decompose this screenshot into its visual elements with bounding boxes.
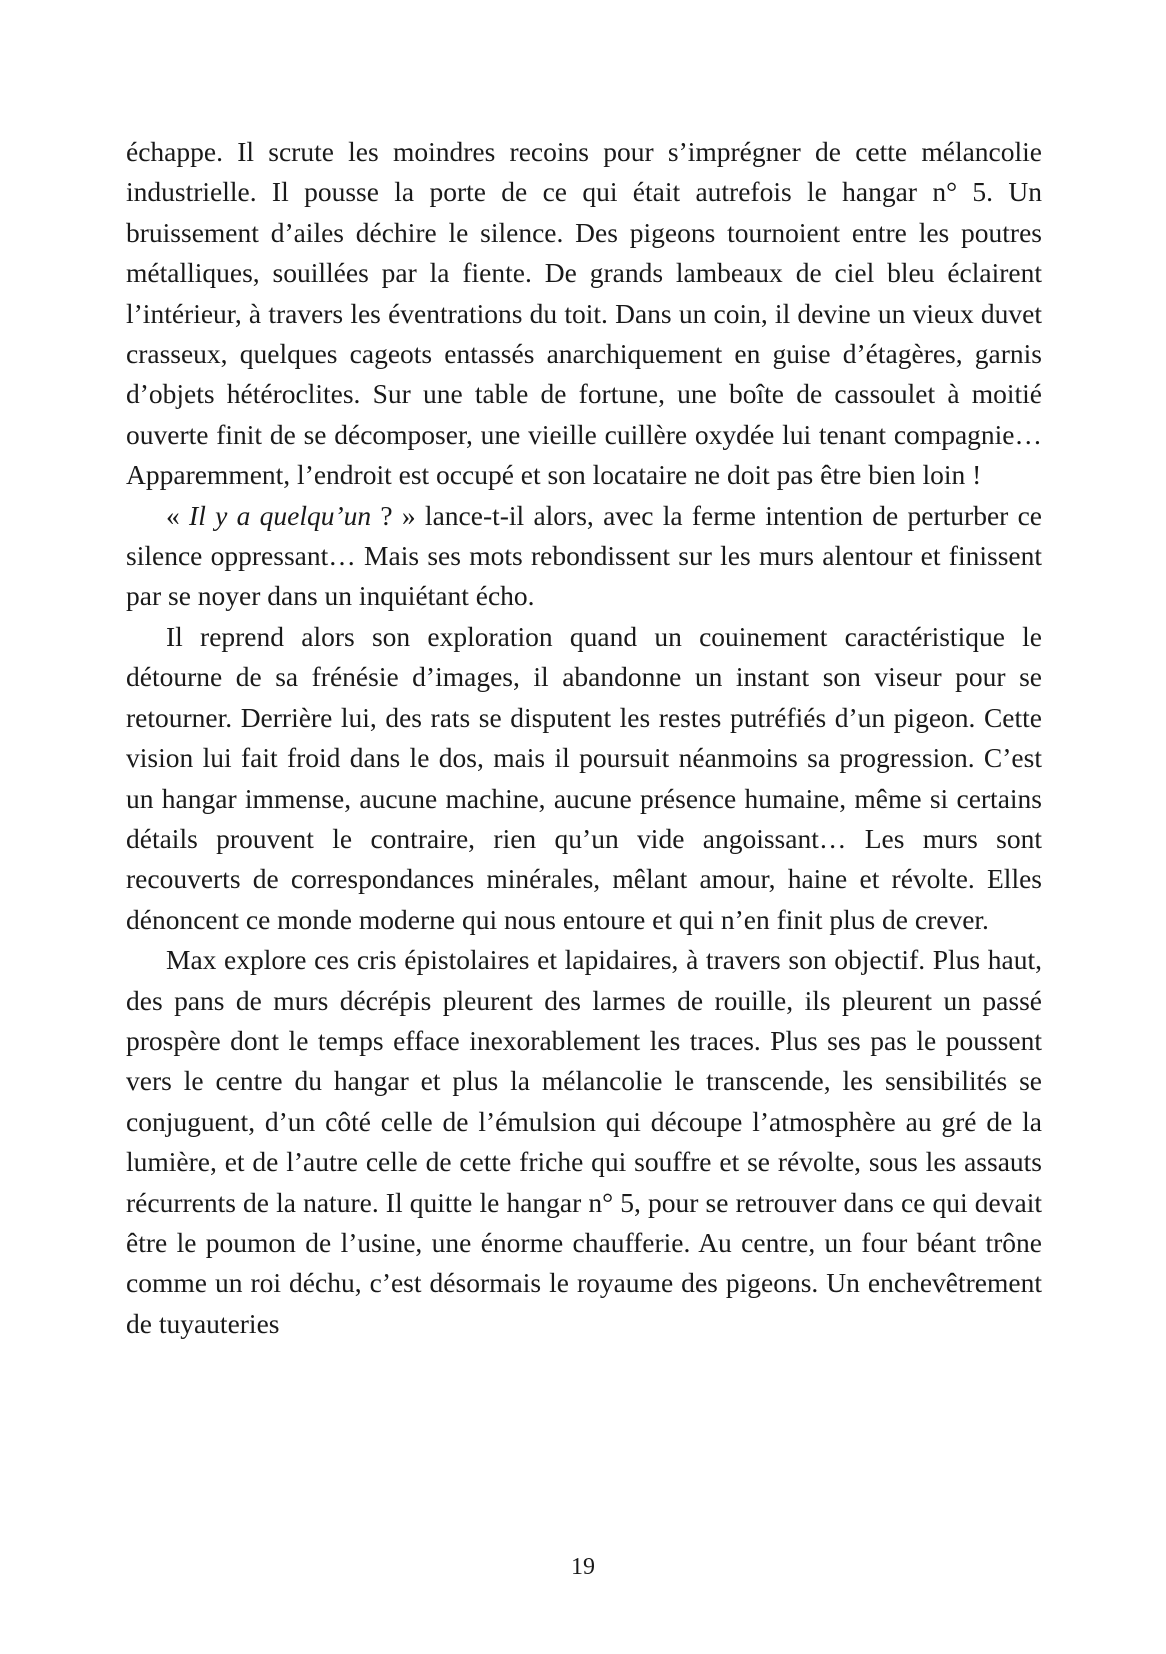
page-number: 19 [571, 1554, 595, 1580]
paragraph-continued: échappe. Il scrute les moindres recoins pour s’imprégner de cette mélancolie industrielle. Il pousse la porte de ce qui était autrefois le hangar n° 5. Un bruissement d’ailes déchire le silence. Des pigeons tournoient entre les poutres métalliques, souillées par la fiente. De grands lambeaux de ciel bleu éclairent l’intérieur, à travers les éventrations du toit. Dans un coin, il devine un vieux duvet crasseux, quelques cageots entassés anarchiquement en guise d’étagères, garnis d’objets hétéroclites. Sur une table de fortune, une boîte de cassoulet à moitié ouverte finit de se décomposer, une vieille cuillère oxydée lui tenant compagnie… Apparemment, l’endroit est occupé et son locataire ne doit pas être bien loin ! [126, 136, 1042, 491]
open-quote: « [166, 499, 190, 531]
paragraph-exploration: Il reprend alors son exploration quand un couinement caractéristique le détourne de sa frénésie d’images, il abandonne un instant son viseur pour se retourner. Derrière lui, des rats se disputent les restes putréfiés d’un pigeon. Cette vision lui fait froid dans le dos, mais il poursuit néanmoins sa progression. C’est un hangar immense, aucune machine, aucune présence humaine, même si certains détails prouvent le contraire, rien qu’un vide angoissant… Les murs sont recouverts de correspondances minérales, mêlant amour, haine et révolte. Elles dénoncent ce monde moderne qui nous entoure et qui n’en finit plus de crever. [126, 620, 1042, 935]
dialogue-paragraph [126, 496, 1042, 617]
italic-speech: Il y a quelqu’un [189, 499, 372, 531]
paragraph-max-explore: Max explore ces cris épistolaires et lapidaires, à travers son objectif. Plus haut, des pans de murs décrépis pleurent des larmes de rouille, ils pleurent un passé prospère dont le temps efface inexorablement les traces. Plus ses pas le poussent vers le centre du hangar et plus la mélancolie le transcende, les sensibilités se conjuguent, d’un côté celle de l’émulsion qui découpe l’atmosphère au gré de la lumière, et de l’autre celle de cette friche qui souffre et se révolte, sous les assauts récurrents de la nature. Il quitte le hangar n° 5, pour se retrouver dans ce qui devait être le poumon de l’usine, une énorme chaufferie. Au centre, un four béant trône comme un roi déchu, c’est désormais le royaume des pigeons. Un enchevêtrement de tuyauteries [126, 944, 1042, 1339]
dialogue-rest: ? » lance-t-il alors, avec la ferme intention de perturber ce silence oppressant… Mais ses mots rebondissent sur les murs alentour et finissent par se noyer dans un inquiétant écho. [126, 499, 1042, 612]
book-page-text [126, 132, 1042, 1344]
